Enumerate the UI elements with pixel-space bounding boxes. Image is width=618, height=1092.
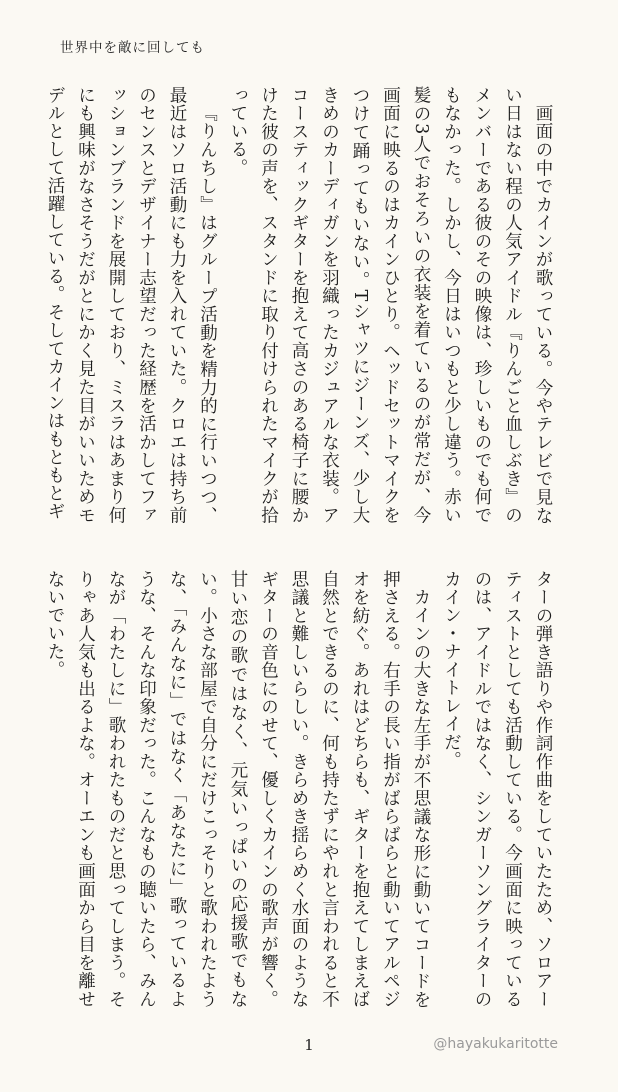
paragraph: 『りんちし』はグループ活動を精力的に行いつつ、最近はソロ活動にも力を入れていた。クロエは持ち前のセンスとデザイナー志望だった経歴を活かしてファッションブランドを展開しており、ミスラはあまり何にも興味がなさそうだがとにかく見た目がいいためモデルとして活躍している。そしてカインはもともとギ xyxy=(45,86,218,524)
paragraph: カインの大きな左手が不思議な形に動いてコードを押さえる。右手の長い指がばらばらと動いてアルペジオを紡ぐ。あれはどちらも、ギターを抱えてしまえば自然とできるのに、何も持たずにやれと言われると不思議と難しいらしい。きらめき揺らめく水面のようなギターの音色にのせて、優しくカインの歌声が響く。甘い恋の歌ではなく、元気いっぱいの応援歌でもない。小さな部屋で自分にだけこっそりと歌われたような、「みんなに」ではなく「あなたに」歌っているような、そんな印象だった。こんなもの聴いたら、みんなが「わたしに」歌われたものだと思ってしまう。そりゃあ人気も出るよな。オーエンも画面から目を離せないでいた。 xyxy=(45,570,431,1008)
paragraph: 画面の中でカインが歌っている。今やテレビで見ない日はない程の人気アイドル『りんごと血しぶき』のメンバーである彼のその映像は、珍しいものでも何でもなかった。しかし、今日はいつもと少し違う。赤い髪の3人でおそろいの衣装を着ているのが常だが、今画面に映るのはカインひとり。ヘッドセットマイクをつけて踊ってもいない。Tシャツにジーンズ、少し大きめのカーディガンを羽織ったカジュアルな衣装。アコースティックギターを抱えて高さのある椅子に腰かけた彼の声を、スタンドに取り付けられたマイクが拾っている。 xyxy=(228,86,553,524)
paragraph: ターの弾き語りや作詞作曲をしていたため、ソロアーティストとしても活動している。今画面に映っているのは、アイドルではなく、シンガーソングライターのカイン・ナイトレイだ。 xyxy=(441,570,553,1008)
lower-text-column xyxy=(45,570,558,1008)
upper-text-column xyxy=(45,86,558,524)
author-credit: @hayakukaritotte xyxy=(433,1036,558,1052)
page-number: 1 xyxy=(304,1036,314,1054)
book-title: 世界中を敵に回しても xyxy=(60,40,205,56)
